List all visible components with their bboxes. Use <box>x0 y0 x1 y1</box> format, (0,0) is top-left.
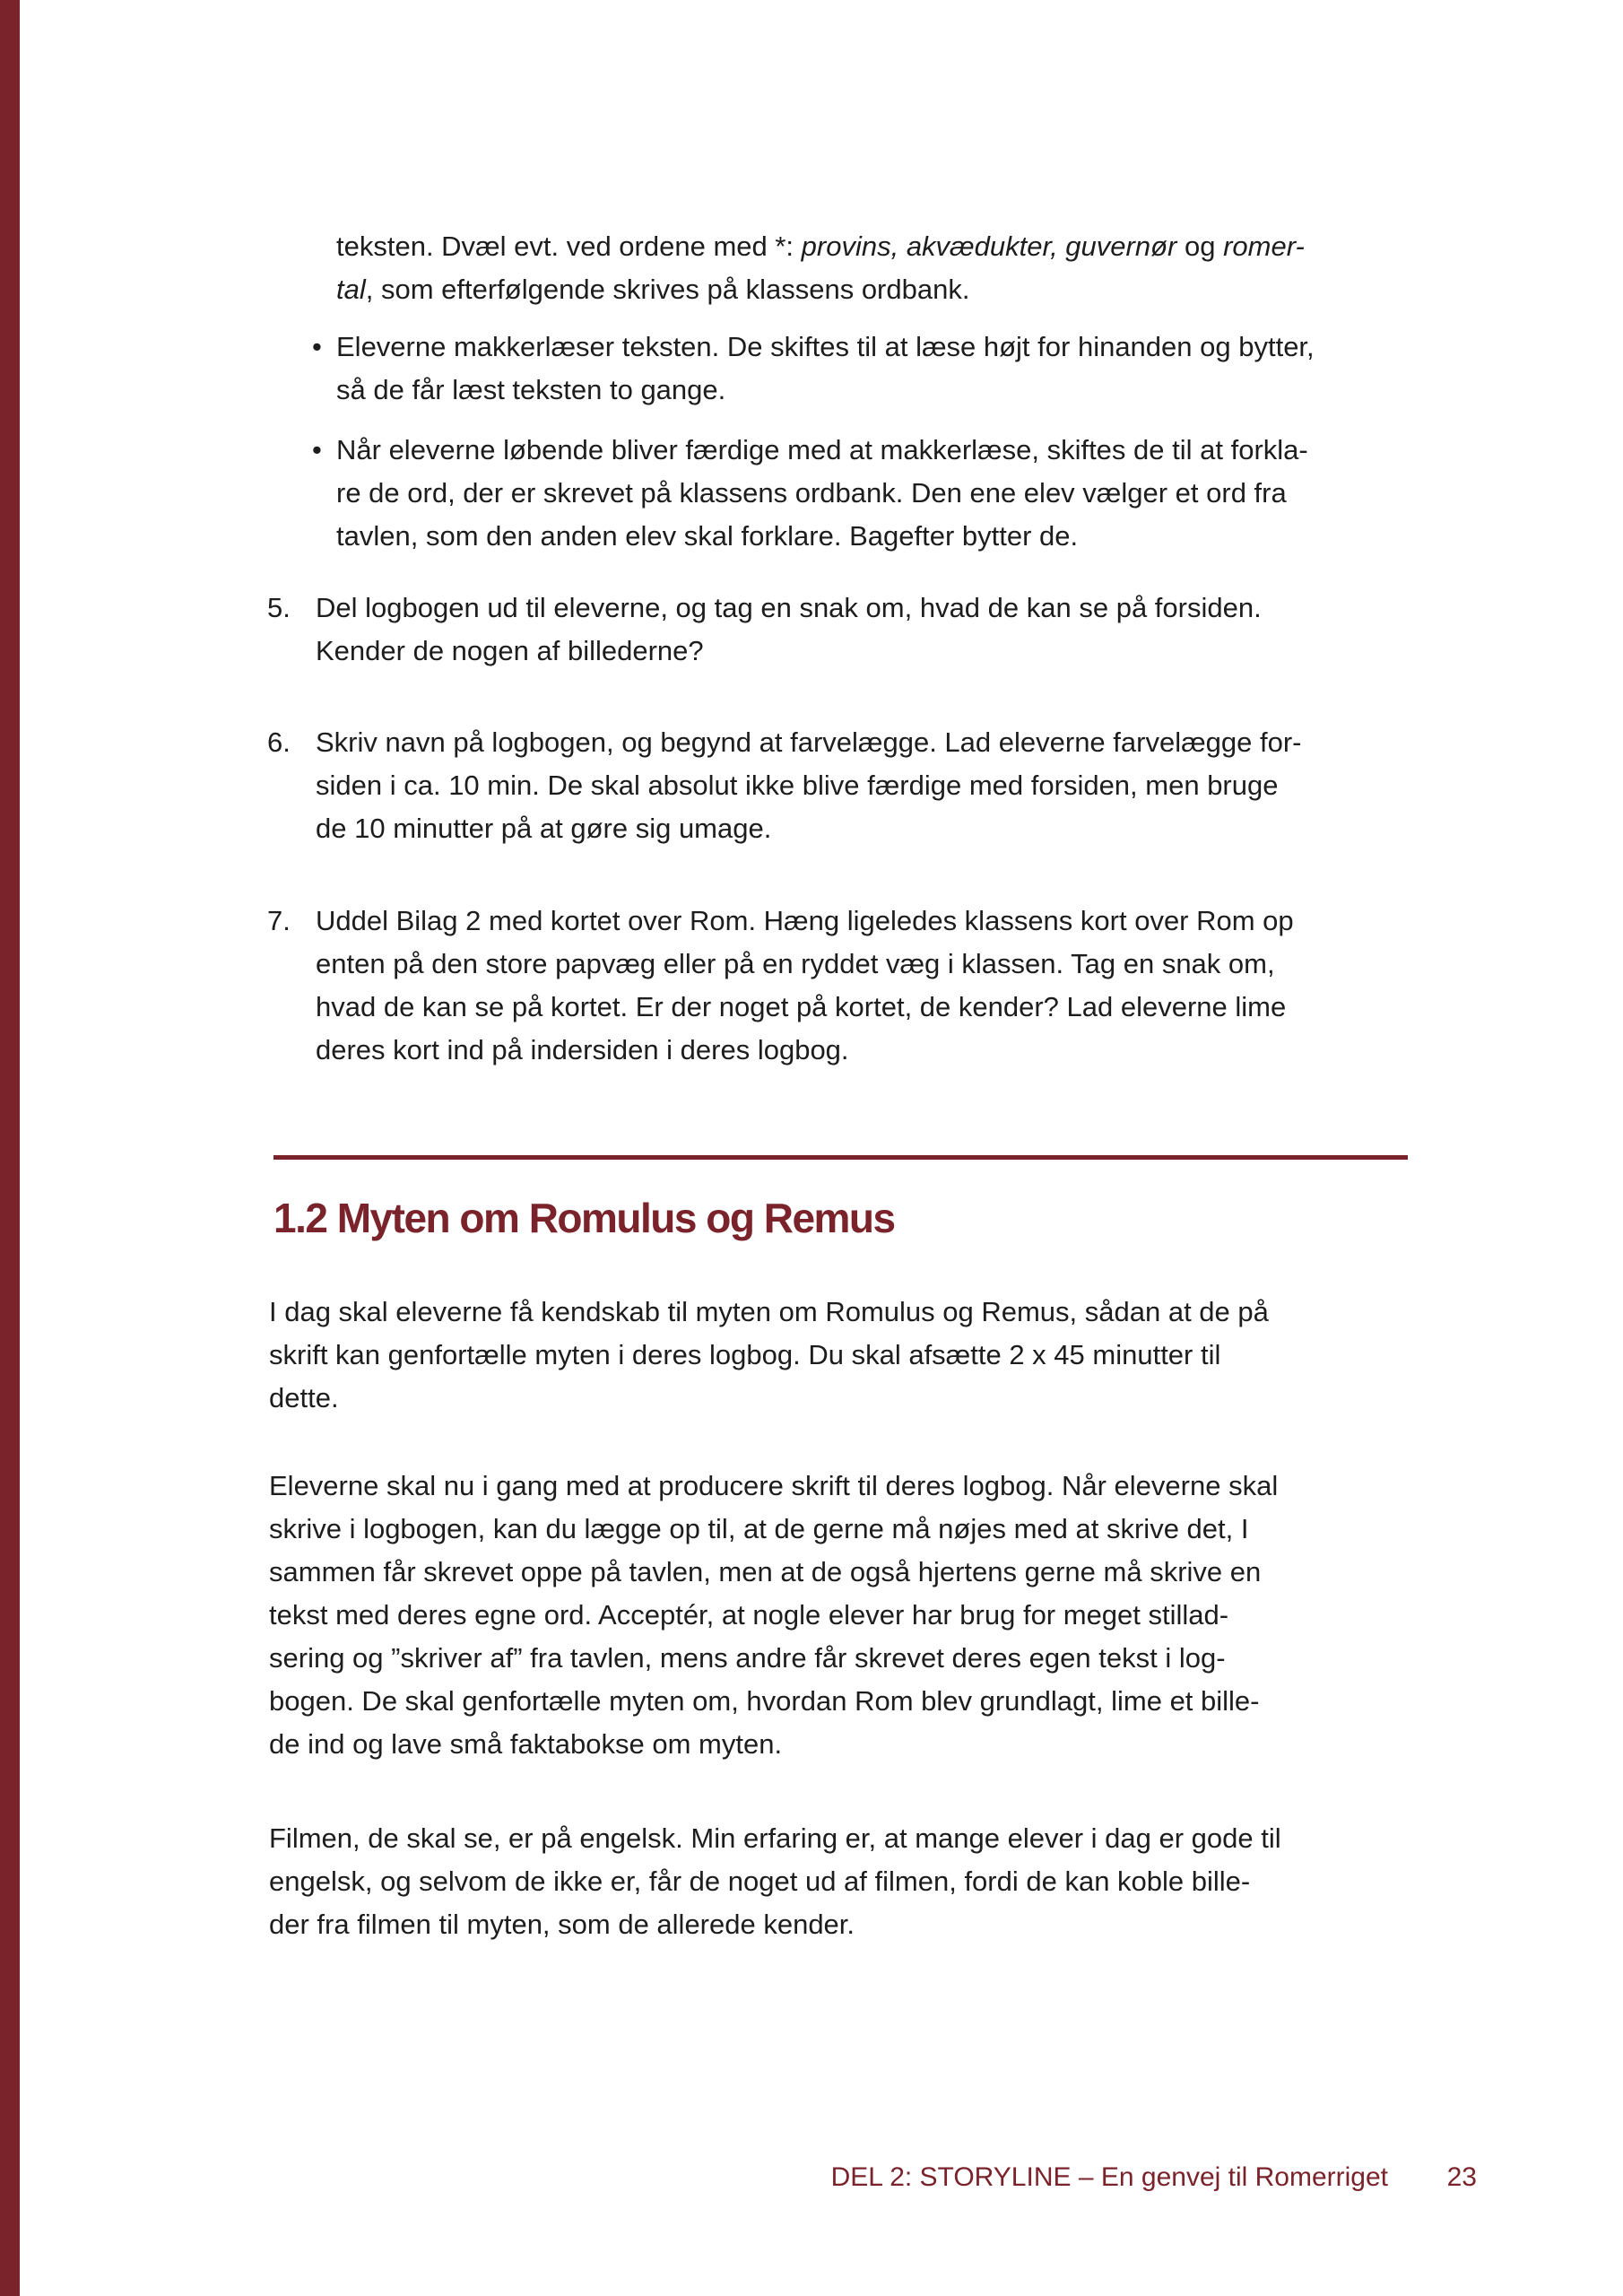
text-line: tekst med deres egne ord. Acceptér, at nogle elever har brug for meget stillad- <box>269 1599 1229 1631</box>
text-line: Skriv navn på logbogen, og begynd at farvelægge. Lad eleverne farvelægge for- <box>316 726 1302 758</box>
text-line: dette. <box>269 1382 339 1413</box>
text-line: engelsk, og selvom de ikke er, får de noget ud af filmen, fordi de kan koble bille- <box>269 1866 1251 1897</box>
section-heading <box>273 1193 895 1243</box>
text-line: de ind og lave små faktabokse om myten. <box>269 1728 783 1760</box>
page-number: 23 <box>1446 2162 1477 2192</box>
text-segment: , som efterfølgende skrives på klassens ordbank. <box>365 274 970 305</box>
text-line: bogen. De skal genfortælle myten om, hvordan Rom blev grundlagt, lime et bille- <box>269 1685 1260 1717</box>
footer-text: DEL 2: STORYLINE – En genvej til Romerriget <box>830 2162 1388 2192</box>
text-line: skrift kan genfortælle myten i deres logbog. Du skal afsætte 2 x 45 minutter til <box>269 1339 1221 1370</box>
text-line: I dag skal eleverne få kendskab til myten om Romulus og Remus, sådan at de på <box>269 1296 1269 1327</box>
text-line: enten på den store papvæg eller på en ryddet væg i klassen. Tag en snak om, <box>316 948 1275 979</box>
text-line <box>336 268 1305 311</box>
section-divider-rule <box>273 1155 1408 1160</box>
italic-text-segment: romer- <box>1223 230 1305 262</box>
text-segment: og <box>1176 230 1224 262</box>
numbered-item-7 <box>267 900 1294 1072</box>
bullet-marker: • <box>312 434 322 465</box>
body-paragraph <box>269 1817 1281 1946</box>
bullet-item <box>312 429 1308 558</box>
text-line: hvad de kan se på kortet. Er der noget på kortet, de kender? Lad eleverne lime <box>316 991 1287 1022</box>
text-line: der fra filmen til myten, som de allerede kender. <box>269 1909 855 1940</box>
text-line: tavlen, som den anden elev skal forklare. Bagefter bytter de. <box>336 520 1079 552</box>
text-line: Når eleverne løbende bliver færdige med at makkerlæse, skiftes de til at forkla- <box>336 434 1308 465</box>
body-paragraph <box>269 1465 1278 1766</box>
text-line: Del logbogen ud til eleverne, og tag en snak om, hvad de kan se på forsiden. <box>316 592 1262 623</box>
text-line: skrive i logbogen, kan du lægge op til, at de gerne må nøjes med at skrive det, I <box>269 1513 1249 1544</box>
text-line: siden i ca. 10 min. De skal absolut ikke blive færdige med forsiden, men bruge <box>316 770 1279 801</box>
text-line: sammen får skrevet oppe på tavlen, men at de også hjertens gerne må skrive en <box>269 1556 1262 1587</box>
text-line: sering og ”skriver af” fra tavlen, mens andre får skrevet deres egen tekst i log- <box>269 1642 1226 1674</box>
numbered-item-5 <box>267 587 1262 673</box>
text-line: re de ord, der er skrevet på klassens ordbank. Den ene elev vælger et ord fra <box>336 477 1287 509</box>
numbered-item-6 <box>267 721 1302 850</box>
text-line <box>336 225 1305 268</box>
text-line: Eleverne skal nu i gang med at producere skrift til deres logbog. Når eleverne skal <box>269 1470 1279 1501</box>
text-segment: teksten. Dvæl evt. ved ordene med *: <box>336 230 802 262</box>
item-number: 7. <box>267 905 291 936</box>
text-line: Filmen, de skal se, er på engelsk. Min erfaring er, at mange elever i dag er gode til <box>269 1822 1281 1854</box>
item-number: 6. <box>267 726 291 758</box>
bullet-item <box>312 326 1315 412</box>
body-paragraph <box>269 1291 1269 1420</box>
bullet-marker: • <box>312 331 322 362</box>
item-number: 5. <box>267 592 291 623</box>
text-line: så de får læst teksten to gange. <box>336 374 726 405</box>
text-line: de 10 minutter på at gøre sig umage. <box>316 813 772 844</box>
text-line: Eleverne makkerlæser teksten. De skiftes til at læse højt for hinanden og bytter, <box>336 331 1315 362</box>
text-line: Kender de nogen af billederne? <box>316 635 704 666</box>
italic-text-segment: provins, akvædukter, guvernør <box>801 230 1177 262</box>
left-edge-stripe <box>0 0 20 2296</box>
hanging-paragraph <box>336 225 1305 311</box>
text-line: deres kort ind på indersiden i deres logbog. <box>316 1034 849 1065</box>
text-line: 1.2 Myten om Romulus og Remus <box>273 1195 895 1241</box>
italic-text-segment: tal <box>336 274 366 305</box>
text-line: Uddel Bilag 2 med kortet over Rom. Hæng ligeledes klassens kort over Rom op <box>316 905 1294 936</box>
